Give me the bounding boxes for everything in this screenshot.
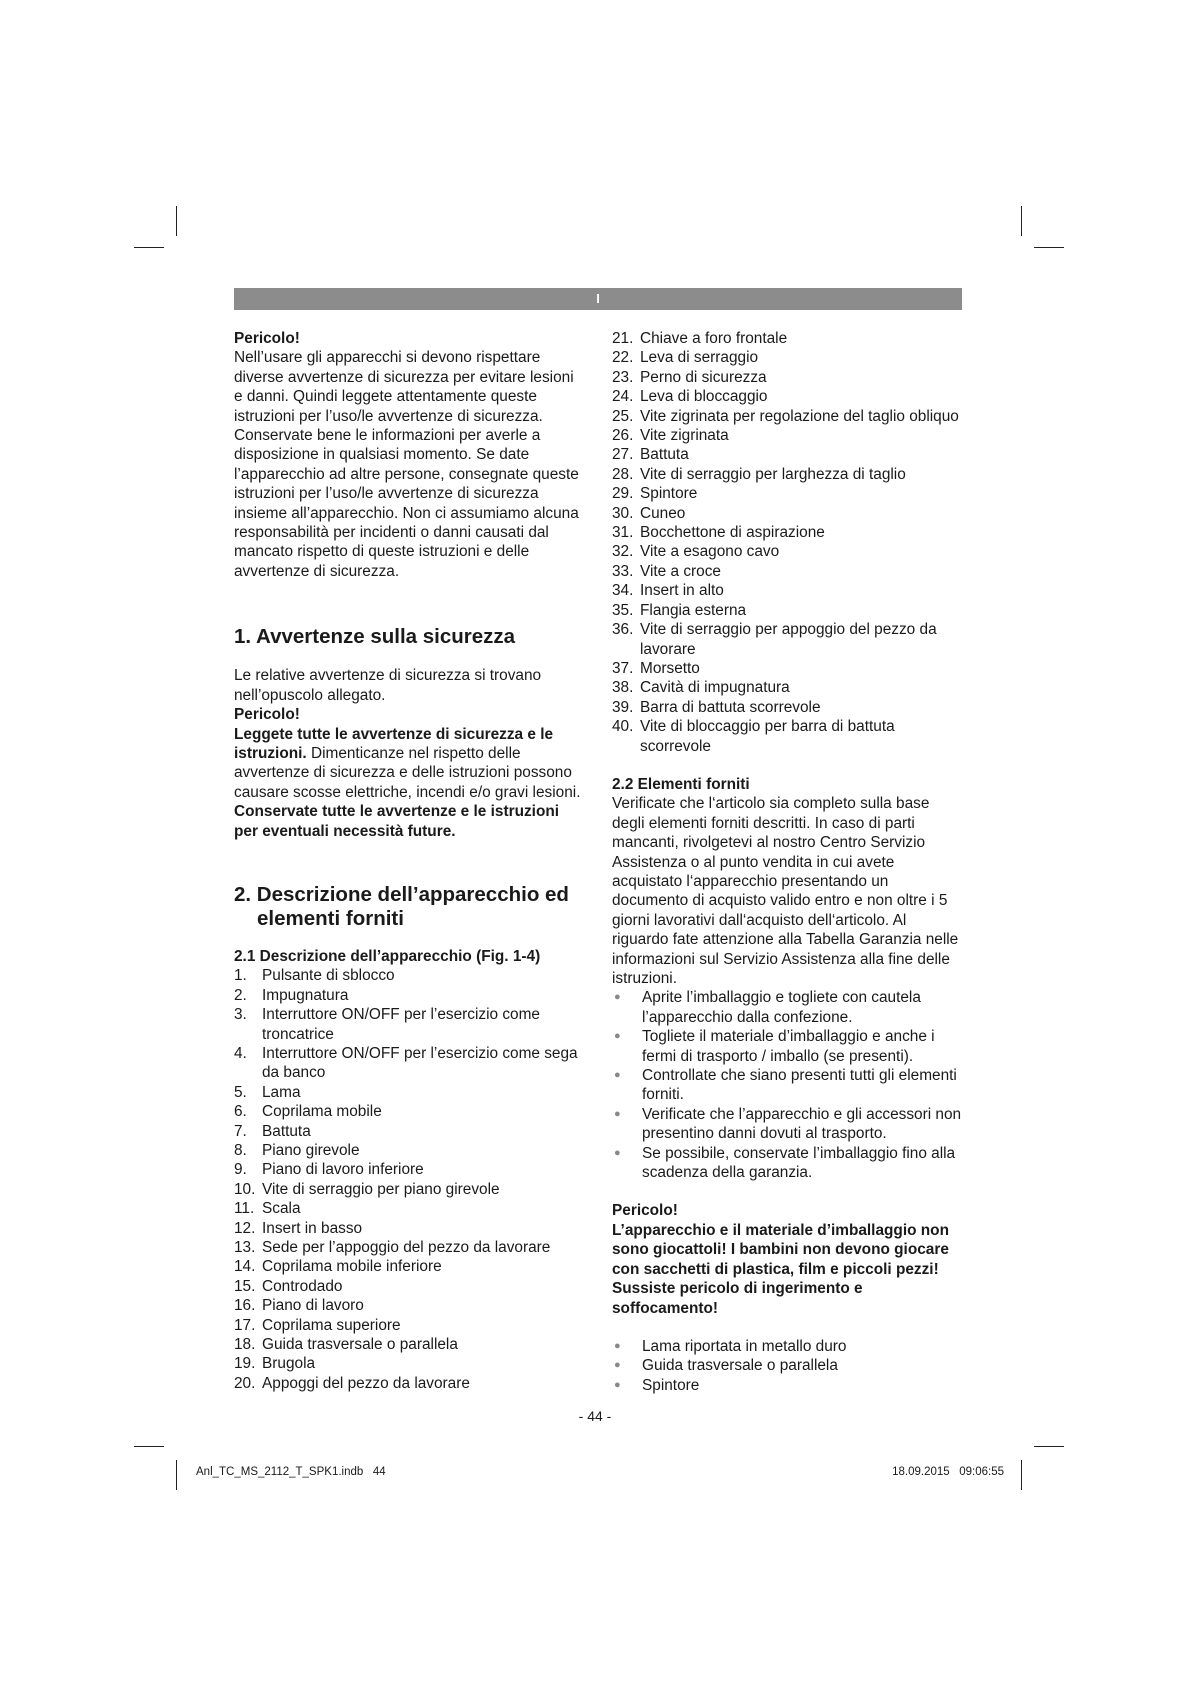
item-text: Vite di serraggio per piano girevole <box>262 1180 500 1198</box>
item-number: 12. <box>234 1219 256 1237</box>
list-item <box>234 1238 586 1257</box>
list-item <box>234 1257 586 1276</box>
bullet-icon: ● <box>614 1339 621 1352</box>
list-item <box>612 698 964 717</box>
list-item <box>612 523 964 542</box>
item-number: 20. <box>234 1374 256 1392</box>
bullet-icon: ● <box>614 1030 621 1043</box>
danger-2-text: L’apparecchio e il materiale d’imballaggio non sono giocattoli! I bambini non devono giocare con sacchetti di plastica, film e piccoli pezzi! Sussiste pericolo di ingerimento e soffocamento! <box>612 1221 949 1317</box>
section-2-title: 2. Descrizione dell’apparecchio ed elementi forniti <box>234 882 569 930</box>
item-text: Insert in basso <box>262 1219 363 1237</box>
item-number: 38. <box>612 679 634 697</box>
item-text: Vite a esagono cavo <box>640 543 780 561</box>
item-text: Vite di serraggio per larghezza di taglio <box>640 465 906 483</box>
item-text: Leva di serraggio <box>640 349 759 367</box>
warning-bold-text: Leggete tutte le avvertenze di sicurezza e le istruzioni. <box>234 725 554 762</box>
item-text: Interruttore ON/OFF per l’esercizio come troncatrice <box>262 1006 540 1043</box>
item-number: 36. <box>612 621 634 639</box>
danger-title: Pericolo! <box>234 330 300 347</box>
bullet-item <box>612 988 964 1027</box>
item-number: 28. <box>612 465 634 483</box>
item-number: 3. <box>234 1006 247 1024</box>
item-text: Vite di bloccaggio per barra di battuta scorrevole <box>640 718 895 755</box>
item-number: 15. <box>234 1277 256 1295</box>
list-item <box>234 966 586 985</box>
list-item <box>612 445 964 464</box>
item-text: Leva di bloccaggio <box>640 388 768 406</box>
item-text: Cavità di impugnatura <box>640 679 790 697</box>
item-number: 24. <box>612 388 634 406</box>
bullet-text: Spintore <box>642 1376 700 1394</box>
bullet-text: Togliete il materiale d’imballaggio e anche i fermi di trasporto / imballo (se presenti). <box>642 1028 935 1065</box>
bullet-item <box>612 1337 964 1356</box>
item-number: 16. <box>234 1297 256 1315</box>
list-item <box>234 1044 586 1083</box>
item-number: 39. <box>612 698 634 716</box>
list-item <box>234 1160 586 1179</box>
list-item <box>234 1005 586 1044</box>
crop-mark <box>134 247 164 248</box>
item-number: 26. <box>612 427 634 445</box>
item-number: 10. <box>234 1180 256 1198</box>
item-text: Vite di serraggio per appoggio del pezzo da lavorare <box>640 621 937 658</box>
item-number: 18. <box>234 1336 256 1354</box>
item-text: Coprilama superiore <box>262 1316 401 1334</box>
list-item <box>612 504 964 523</box>
item-text: Piano di lavoro inferiore <box>262 1161 424 1179</box>
item-number: 37. <box>612 659 634 677</box>
crop-mark <box>1021 1460 1022 1490</box>
crop-mark <box>176 1460 177 1490</box>
item-number: 29. <box>612 485 634 503</box>
section-1-title: 1. Avvertenze sulla sicurezza <box>234 625 516 649</box>
footer-filename: Anl_TC_MS_2112_T_SPK1.indb 44 <box>196 1466 386 1478</box>
item-number: 22. <box>612 349 634 367</box>
bullet-item <box>612 1027 964 1066</box>
bullet-text: Verificate che l’apparecchio e gli accessori non presentino danni dovuti al trasporto. <box>642 1105 962 1143</box>
item-number: 27. <box>612 446 634 464</box>
list-item <box>234 1180 586 1199</box>
item-text: Vite zigrinata per regolazione del taglio obliquo <box>640 407 959 425</box>
item-number: 23. <box>612 368 634 386</box>
subsection-2-2-text: Verificate che l‘articolo sia completo sulla base degli elementi forniti descritti. In caso di parti mancanti, rivolgetevi al nostro Centro Servizio Assistenza o al punto vendita in cui avete acquistato l‘apparecchio presentando un documento di acquisto valido entro e non oltre i 5 giorni lavorativi dall‘acquisto dell‘articolo. Al riguardo fate attenzione alla Tabella Garanzia nelle informazioni sul Servizio Assistenza alla fine delle istruzioni. <box>612 795 959 987</box>
section-1-danger-title: Pericolo! <box>234 706 300 724</box>
item-text: Sede per l’appoggio del pezzo da lavorare <box>262 1239 551 1257</box>
list-item <box>612 717 964 756</box>
subsection-2-1-title: 2.1 Descrizione dell’apparecchio (Fig. 1-4) <box>234 947 541 965</box>
danger-2-title: Pericolo! <box>612 1202 678 1220</box>
list-item <box>612 348 964 367</box>
item-text: Pulsante di sblocco <box>262 967 395 985</box>
list-item <box>612 407 964 426</box>
item-text: Impugnatura <box>262 986 349 1004</box>
item-text: Piano girevole <box>262 1142 360 1159</box>
bullet-icon: ● <box>614 1069 621 1082</box>
item-text: Guida trasversale o parallela <box>262 1336 458 1354</box>
section-1-warning-paragraph <box>234 725 586 803</box>
footer-datetime: 18.09.2015 09:06:55 <box>892 1466 1004 1478</box>
list-item <box>234 1083 586 1102</box>
list-item <box>234 1219 586 1238</box>
list-item <box>612 659 964 678</box>
bullet-text: Aprite l’imballaggio e togliete con cautela l’apparecchio dalla confezione. <box>642 989 921 1026</box>
item-text: Vite a croce <box>640 562 721 580</box>
bullet-icon: ● <box>614 1146 621 1159</box>
list-item <box>234 1296 586 1315</box>
bullet-icon: ● <box>614 991 621 1004</box>
item-text: Insert in alto <box>640 582 724 600</box>
subsection-2-2-title: 2.2 Elementi forniti <box>612 775 750 793</box>
item-number: 31. <box>612 524 634 542</box>
item-number: 35. <box>612 601 634 619</box>
list-item <box>234 1354 586 1373</box>
item-text: Coprilama mobile inferiore <box>262 1258 442 1276</box>
item-number: 13. <box>234 1239 256 1257</box>
list-item <box>612 465 964 484</box>
item-text: Battuta <box>640 446 689 464</box>
item-text: Lama <box>262 1083 301 1101</box>
item-number: 19. <box>234 1355 256 1373</box>
crop-mark <box>134 1446 164 1447</box>
crop-mark <box>1021 206 1022 236</box>
bullet-text: Se possibile, conservate l’imballaggio fino alla scadenza della garanzia. <box>642 1144 956 1182</box>
list-item <box>612 620 964 659</box>
crop-mark <box>1034 1446 1064 1447</box>
danger-text: Nell’usare gli apparecchi si devono rispettare diverse avvertenze di sicurezza per evitare lesioni e danni. Quindi leggete attentamente queste istruzioni per l’uso/le avvertenze di sicurezza. Conservate bene le informazioni per averle a disposizione in qualsiasi momento. Se date l’apparecchio ad altre persone, consegnate queste istruzioni per l’uso/le avvertenze di sicurezza insieme all’apparecchio. Non ci assumiamo alcuna responsabilità per incidenti o danni causati dal mancato rispetto di queste istruzioni e delle avvertenze di sicurezza. <box>234 349 579 580</box>
item-number: 2. <box>234 986 247 1004</box>
item-number: 6. <box>234 1103 247 1121</box>
language-code: I <box>596 291 600 306</box>
item-number: 11. <box>234 1200 255 1218</box>
item-text: Appoggi del pezzo da lavorare <box>262 1374 470 1392</box>
page-number: - 44 - <box>578 1408 612 1424</box>
list-item <box>234 1141 586 1160</box>
list-item <box>612 542 964 561</box>
list-item <box>234 1277 586 1296</box>
bullet-icon: ● <box>614 1359 621 1372</box>
list-item <box>612 562 964 581</box>
bullet-item <box>612 1144 964 1183</box>
list-item <box>234 986 586 1005</box>
list-item <box>234 1199 586 1218</box>
unpacking-bullet-list <box>612 988 964 1182</box>
list-item <box>612 368 964 387</box>
item-number: 8. <box>234 1142 247 1159</box>
list-item <box>234 1374 586 1393</box>
list-item <box>612 601 964 620</box>
bullet-icon: ● <box>614 1378 621 1391</box>
item-number: 30. <box>612 504 634 522</box>
bullet-text: Controllate che siano presenti tutti gli elementi forniti. <box>642 1067 957 1104</box>
item-number: 40. <box>612 718 634 736</box>
item-number: 32. <box>612 543 634 561</box>
section-1-keep-instructions: Conservate tutte le avvertenze e le istruzioni per eventuali necessità future. <box>234 803 560 840</box>
bullet-text: Guida trasversale o parallela <box>642 1357 838 1375</box>
list-item <box>612 387 964 406</box>
list-item <box>612 484 964 503</box>
item-text: Morsetto <box>640 659 700 677</box>
item-number: 34. <box>612 582 634 600</box>
parts-list-left <box>234 966 586 1393</box>
item-number: 21. <box>612 330 634 347</box>
list-item <box>234 1122 586 1141</box>
crop-mark <box>176 206 177 236</box>
item-text: Vite zigrinata <box>640 427 729 445</box>
item-number: 9. <box>234 1161 247 1179</box>
item-text: Barra di battuta scorrevole <box>640 698 821 716</box>
item-text: Battuta <box>262 1122 311 1140</box>
language-header-bar <box>234 288 962 310</box>
accessories-bullet-list <box>612 1337 964 1395</box>
crop-mark <box>1034 247 1064 248</box>
item-number: 1. <box>234 967 247 985</box>
bullet-item <box>612 1066 964 1105</box>
item-number: 33. <box>612 562 634 580</box>
bullet-item <box>612 1105 964 1144</box>
right-column <box>612 329 964 1395</box>
list-item <box>612 581 964 600</box>
list-item <box>612 678 964 697</box>
list-item <box>234 1102 586 1121</box>
item-text: Cuneo <box>640 504 686 522</box>
list-item <box>234 1335 586 1354</box>
item-text: Piano di lavoro <box>262 1297 364 1315</box>
item-number: 5. <box>234 1083 247 1101</box>
left-column <box>234 329 586 1393</box>
item-text: Perno di sicurezza <box>640 368 767 386</box>
item-number: 7. <box>234 1122 247 1140</box>
section-1-text: Le relative avvertenze di sicurezza si trovano nell’opuscolo allegato. <box>234 667 542 704</box>
item-number: 25. <box>612 407 634 425</box>
list-item <box>612 426 964 445</box>
bullet-icon: ● <box>614 1107 621 1120</box>
item-number: 17. <box>234 1316 256 1334</box>
item-text: Chiave a foro frontale <box>640 330 788 347</box>
bullet-item <box>612 1356 964 1375</box>
item-text: Brugola <box>262 1355 316 1373</box>
parts-list-right <box>612 329 964 756</box>
bullet-text: Lama riportata in metallo duro <box>642 1337 847 1355</box>
item-text: Coprilama mobile <box>262 1103 382 1121</box>
list-item <box>234 1316 586 1335</box>
item-text: Controdado <box>262 1277 343 1295</box>
item-text: Bocchettone di aspirazione <box>640 524 825 542</box>
item-text: Scala <box>262 1200 301 1218</box>
item-text: Flangia esterna <box>640 601 747 619</box>
bullet-item <box>612 1376 964 1395</box>
item-number: 14. <box>234 1258 256 1276</box>
item-text: Interruttore ON/OFF per l’esercizio come sega da banco <box>262 1044 578 1082</box>
list-item <box>612 329 964 348</box>
warning-text: Dimenticanze nel rispetto delle avvertenze di sicurezza e delle istruzioni possono causare scosse elettriche, incendi e/o gravi lesioni. <box>234 744 581 801</box>
item-text: Spintore <box>640 485 698 503</box>
item-number: 4. <box>234 1044 247 1062</box>
